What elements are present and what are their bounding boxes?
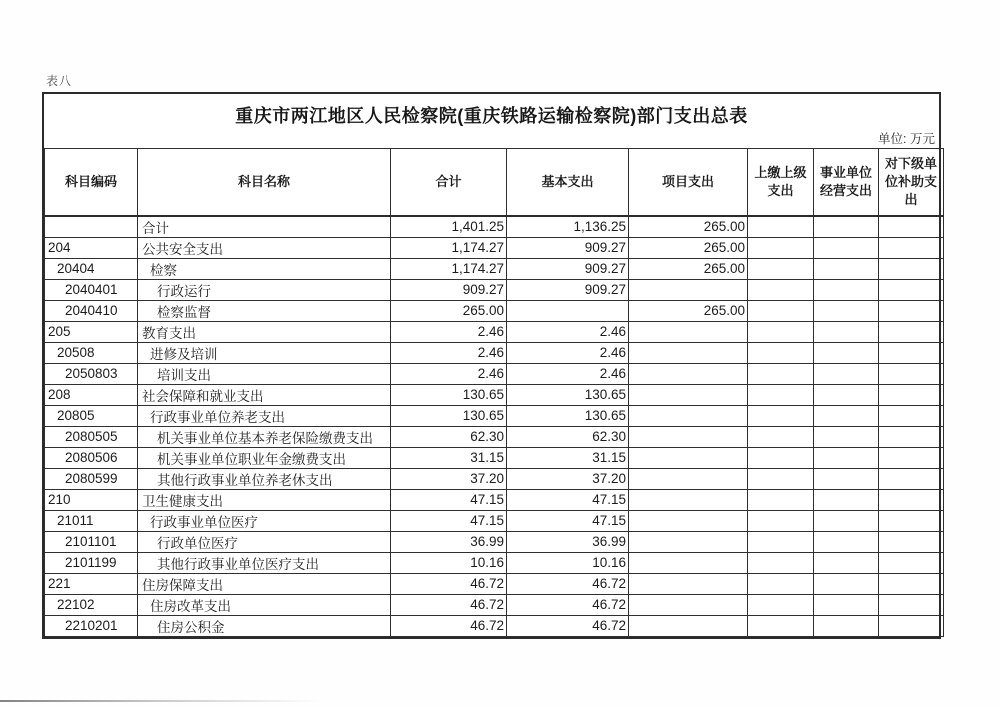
- cell-basic: [507, 300, 629, 321]
- cell-superior: [748, 342, 814, 363]
- expenditure-summary-sheet: [42, 92, 941, 639]
- cell-total: 31.15: [391, 447, 507, 468]
- cell-project: [629, 279, 748, 300]
- cell-code: 210: [45, 489, 138, 510]
- cell-operating: [814, 342, 879, 363]
- cell-name: 其他行政事业单位医疗支出: [138, 552, 391, 573]
- cell-code: 208: [45, 384, 138, 405]
- table-row: [45, 342, 944, 363]
- cell-name: 卫生健康支出: [138, 489, 391, 510]
- cell-code: 2101101: [45, 531, 138, 552]
- cell-superior: [748, 405, 814, 426]
- cell-superior: [748, 321, 814, 342]
- cell-superior: [748, 531, 814, 552]
- cell-name: 行政事业单位养老支出: [138, 405, 391, 426]
- cell-operating: [814, 363, 879, 384]
- cell-total: 10.16: [391, 552, 507, 573]
- cell-total: 62.30: [391, 426, 507, 447]
- cell-code: 204: [45, 237, 138, 258]
- cell-code: 2080505: [45, 426, 138, 447]
- cell-name: 合计: [138, 216, 391, 238]
- title-row: [44, 94, 939, 148]
- cell-superior: [748, 384, 814, 405]
- cell-basic: 909.27: [507, 258, 629, 279]
- cell-basic: 130.65: [507, 384, 629, 405]
- cell-project: [629, 342, 748, 363]
- cell-total: 265.00: [391, 300, 507, 321]
- table-row: [45, 510, 944, 531]
- cell-name: 机关事业单位基本养老保险缴费支出: [138, 426, 391, 447]
- cell-superior: [748, 258, 814, 279]
- cell-operating: [814, 321, 879, 342]
- cell-basic: 2.46: [507, 342, 629, 363]
- table-row: [45, 426, 944, 447]
- cell-subsidy: [879, 573, 944, 594]
- cell-operating: [814, 426, 879, 447]
- column-header-project: 项目支出: [629, 149, 748, 216]
- table-row: [45, 300, 944, 321]
- cell-operating: [814, 573, 879, 594]
- table-row: [45, 447, 944, 468]
- cell-project: [629, 615, 748, 636]
- cell-subsidy: [879, 510, 944, 531]
- cell-subsidy: [879, 321, 944, 342]
- cell-name: 住房保障支出: [138, 573, 391, 594]
- table-number-label: 表八: [46, 74, 73, 88]
- cell-subsidy: [879, 426, 944, 447]
- cell-basic: 47.15: [507, 510, 629, 531]
- cell-code: 2050803: [45, 363, 138, 384]
- cell-superior: [748, 468, 814, 489]
- cell-subsidy: [879, 237, 944, 258]
- table-row: [45, 321, 944, 342]
- expenditure-table: [44, 148, 944, 637]
- column-header-subsidy: 对下级单位补助支出: [879, 149, 944, 216]
- cell-superior: [748, 237, 814, 258]
- cell-name: 进修及培训: [138, 342, 391, 363]
- cell-name: 教育支出: [138, 321, 391, 342]
- cell-project: [629, 405, 748, 426]
- table-row: [45, 489, 944, 510]
- cell-project: 265.00: [629, 258, 748, 279]
- cell-name: 住房公积金: [138, 615, 391, 636]
- cell-operating: [814, 279, 879, 300]
- cell-superior: [748, 300, 814, 321]
- cell-name: 机关事业单位职业年金缴费支出: [138, 447, 391, 468]
- cell-name: 行政运行: [138, 279, 391, 300]
- table-row: [45, 552, 944, 573]
- cell-code: 221: [45, 573, 138, 594]
- cell-total: 46.72: [391, 594, 507, 615]
- cell-subsidy: [879, 258, 944, 279]
- cell-superior: [748, 363, 814, 384]
- cell-project: 265.00: [629, 300, 748, 321]
- cell-project: [629, 363, 748, 384]
- cell-total: 130.65: [391, 405, 507, 426]
- cell-project: 265.00: [629, 237, 748, 258]
- cell-basic: 46.72: [507, 615, 629, 636]
- cell-total: 2.46: [391, 363, 507, 384]
- cell-project: [629, 321, 748, 342]
- cell-project: [629, 531, 748, 552]
- cell-operating: [814, 489, 879, 510]
- cell-project: [629, 384, 748, 405]
- cell-total: 2.46: [391, 342, 507, 363]
- cell-code: 20805: [45, 405, 138, 426]
- table-row: [45, 573, 944, 594]
- cell-code: 2080599: [45, 468, 138, 489]
- cell-code: 20404: [45, 258, 138, 279]
- cell-operating: [814, 447, 879, 468]
- cell-name: 行政单位医疗: [138, 531, 391, 552]
- cell-name: 培训支出: [138, 363, 391, 384]
- cell-name: 住房改革支出: [138, 594, 391, 615]
- cell-superior: [748, 510, 814, 531]
- cell-superior: [748, 447, 814, 468]
- table-row: [45, 594, 944, 615]
- cell-subsidy: [879, 615, 944, 636]
- cell-subsidy: [879, 552, 944, 573]
- cell-total: 1,401.25: [391, 216, 507, 238]
- cell-code: 21011: [45, 510, 138, 531]
- cell-total: 46.72: [391, 615, 507, 636]
- cell-basic: 47.15: [507, 489, 629, 510]
- page-title: 重庆市两江地区人民检察院(重庆铁路运输检察院)部门支出总表: [235, 106, 748, 126]
- column-header-operating: 事业单位经营支出: [814, 149, 879, 216]
- cell-basic: 909.27: [507, 279, 629, 300]
- cell-project: [629, 489, 748, 510]
- cell-operating: [814, 615, 879, 636]
- cell-subsidy: [879, 447, 944, 468]
- cell-project: [629, 573, 748, 594]
- cell-subsidy: [879, 489, 944, 510]
- cell-basic: 36.99: [507, 531, 629, 552]
- column-header-total: 合计: [391, 149, 507, 216]
- cell-total: 2.46: [391, 321, 507, 342]
- cell-basic: 909.27: [507, 237, 629, 258]
- cell-subsidy: [879, 405, 944, 426]
- unit-label: 单位: 万元: [878, 132, 935, 146]
- table-row: [45, 384, 944, 405]
- cell-total: 909.27: [391, 279, 507, 300]
- cell-basic: 31.15: [507, 447, 629, 468]
- cell-basic: 2.46: [507, 321, 629, 342]
- cell-operating: [814, 510, 879, 531]
- cell-superior: [748, 426, 814, 447]
- cell-code: 205: [45, 321, 138, 342]
- cell-superior: [748, 615, 814, 636]
- cell-code: 2080506: [45, 447, 138, 468]
- scan-artifact-line: [0, 700, 320, 702]
- cell-code: 22102: [45, 594, 138, 615]
- column-header-name: 科目名称: [138, 149, 391, 216]
- table-row: [45, 279, 944, 300]
- cell-total: 1,174.27: [391, 258, 507, 279]
- cell-operating: [814, 216, 879, 238]
- cell-name: 其他行政事业单位养老休支出: [138, 468, 391, 489]
- cell-subsidy: [879, 216, 944, 238]
- cell-total: 46.72: [391, 573, 507, 594]
- cell-operating: [814, 594, 879, 615]
- cell-subsidy: [879, 300, 944, 321]
- cell-operating: [814, 468, 879, 489]
- cell-total: 47.15: [391, 489, 507, 510]
- table-row: [45, 237, 944, 258]
- cell-subsidy: [879, 531, 944, 552]
- cell-name: 公共安全支出: [138, 237, 391, 258]
- cell-superior: [748, 573, 814, 594]
- cell-basic: 10.16: [507, 552, 629, 573]
- cell-superior: [748, 489, 814, 510]
- cell-operating: [814, 531, 879, 552]
- table-row: [45, 531, 944, 552]
- cell-total: 1,174.27: [391, 237, 507, 258]
- cell-basic: 37.20: [507, 468, 629, 489]
- table-row: [45, 216, 944, 238]
- cell-basic: 130.65: [507, 405, 629, 426]
- cell-operating: [814, 300, 879, 321]
- cell-name: 行政事业单位医疗: [138, 510, 391, 531]
- table-row: [45, 258, 944, 279]
- cell-basic: 46.72: [507, 594, 629, 615]
- column-header-basic: 基本支出: [507, 149, 629, 216]
- cell-project: [629, 468, 748, 489]
- table-row: [45, 468, 944, 489]
- cell-operating: [814, 552, 879, 573]
- cell-total: 47.15: [391, 510, 507, 531]
- cell-operating: [814, 258, 879, 279]
- cell-code: [45, 216, 138, 238]
- cell-operating: [814, 405, 879, 426]
- cell-project: 265.00: [629, 216, 748, 238]
- table-header: [45, 149, 944, 216]
- cell-subsidy: [879, 279, 944, 300]
- cell-superior: [748, 279, 814, 300]
- cell-superior: [748, 216, 814, 238]
- cell-subsidy: [879, 342, 944, 363]
- cell-code: 2101199: [45, 552, 138, 573]
- cell-project: [629, 594, 748, 615]
- cell-total: 36.99: [391, 531, 507, 552]
- table-row: [45, 615, 944, 636]
- cell-subsidy: [879, 468, 944, 489]
- cell-project: [629, 426, 748, 447]
- cell-total: 37.20: [391, 468, 507, 489]
- cell-project: [629, 447, 748, 468]
- cell-subsidy: [879, 384, 944, 405]
- cell-superior: [748, 552, 814, 573]
- cell-code: 2040401: [45, 279, 138, 300]
- cell-basic: 2.46: [507, 363, 629, 384]
- column-header-superior: 上缴上级支出: [748, 149, 814, 216]
- table-body: [45, 216, 944, 637]
- cell-operating: [814, 237, 879, 258]
- column-header-code: 科目编码: [45, 149, 138, 216]
- cell-basic: 62.30: [507, 426, 629, 447]
- cell-project: [629, 510, 748, 531]
- cell-name: 检察监督: [138, 300, 391, 321]
- cell-name: 检察: [138, 258, 391, 279]
- cell-subsidy: [879, 363, 944, 384]
- cell-operating: [814, 384, 879, 405]
- table-row: [45, 405, 944, 426]
- table-row: [45, 363, 944, 384]
- cell-basic: 46.72: [507, 573, 629, 594]
- cell-code: 2210201: [45, 615, 138, 636]
- cell-project: [629, 552, 748, 573]
- cell-superior: [748, 594, 814, 615]
- cell-code: 20508: [45, 342, 138, 363]
- cell-basic: 1,136.25: [507, 216, 629, 238]
- cell-name: 社会保障和就业支出: [138, 384, 391, 405]
- cell-total: 130.65: [391, 384, 507, 405]
- cell-code: 2040410: [45, 300, 138, 321]
- cell-subsidy: [879, 594, 944, 615]
- header-row: [45, 149, 944, 216]
